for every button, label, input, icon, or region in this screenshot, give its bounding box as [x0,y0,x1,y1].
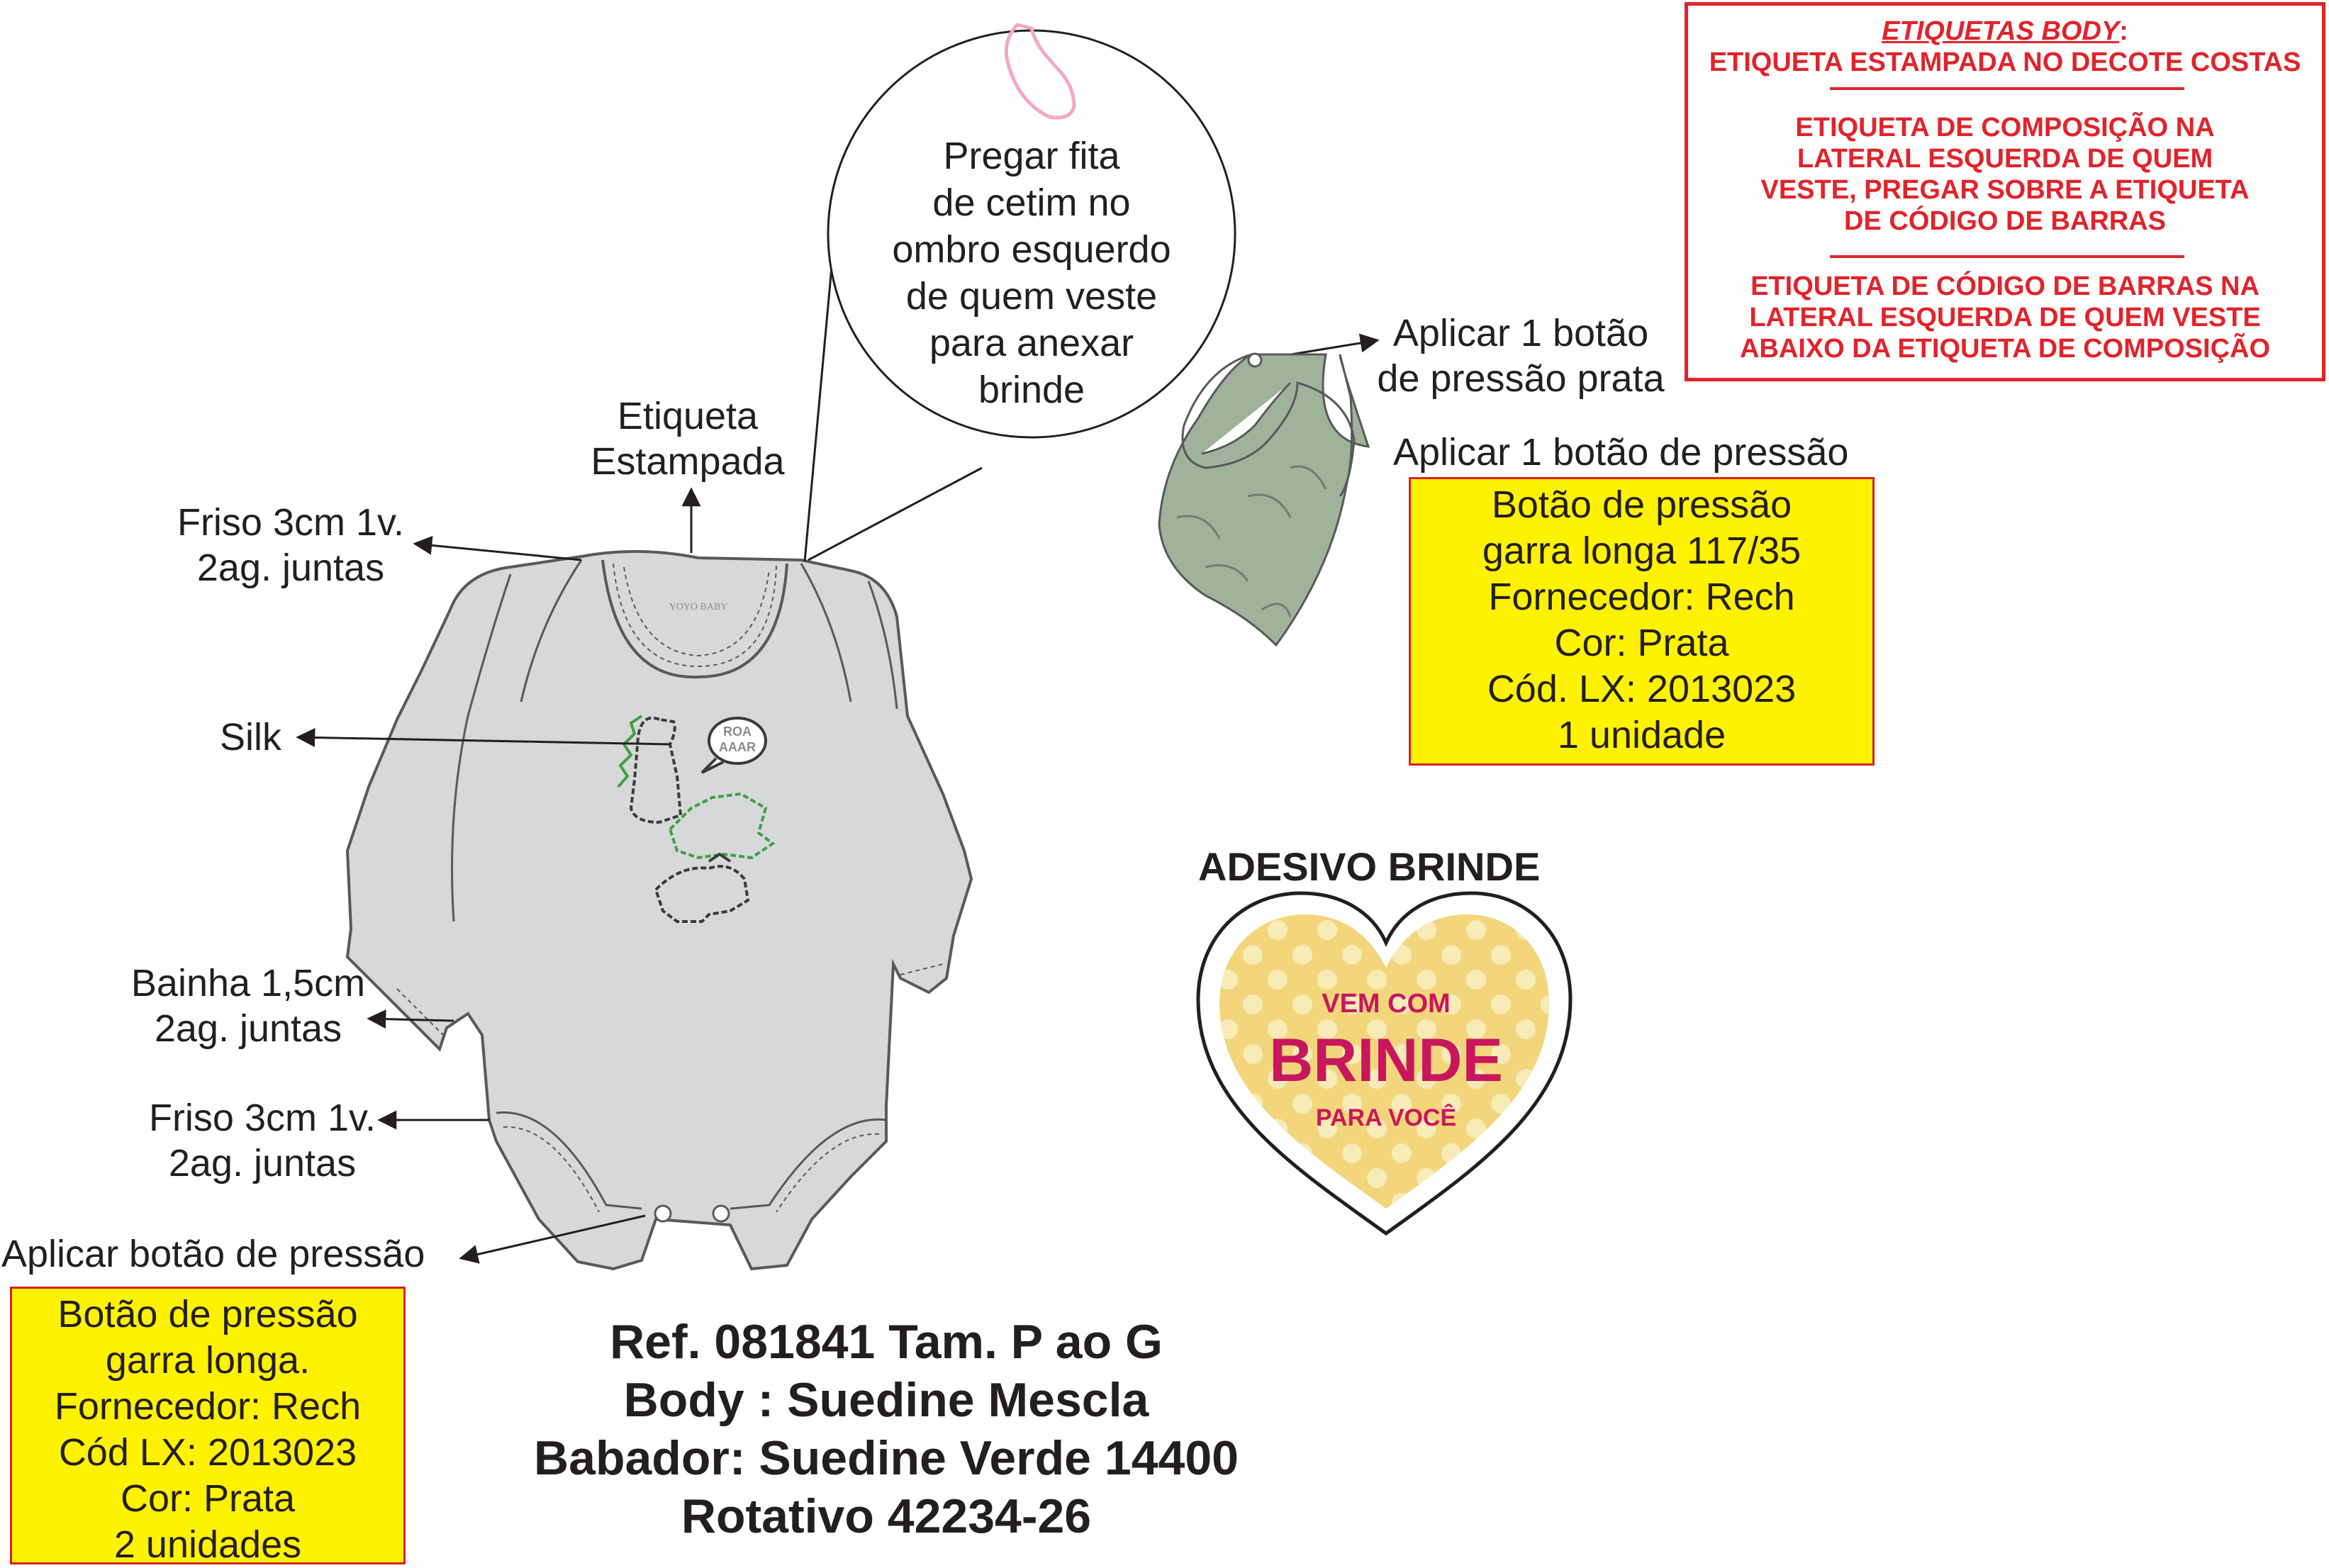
composicao-line4: DE CÓDIGO DE BARRAS [1844,206,2166,236]
etiquetas-body-title: ETIQUETAS BODY [1882,16,2120,46]
composicao-line1: ETIQUETA DE COMPOSIÇÃO NA [1795,113,2215,142]
codigo-barras-line1: ETIQUETA DE CÓDIGO DE BARRAS NA [1750,271,2260,301]
label-friso-top: Friso 3cm 1v. 2ag. juntas [177,501,405,589]
label-aplicar-botao: Aplicar botão de pressão [1,1233,425,1275]
fabric-body-line: Body : Suedine Mescla [623,1373,1149,1427]
label-aplicar-1-botao: Aplicar 1 botão de pressão [1393,431,1849,474]
label-etiqueta-estampada: Etiqueta Estampada [591,395,785,483]
codigo-barras-line3: ABAIXO DA ETIQUETA DE COMPOSIÇÃO [1739,334,2271,364]
label-friso-bottom: Friso 3cm 1v. 2ag. juntas [148,1097,376,1185]
adesivo-title: ADESIVO BRINDE [1198,844,1541,889]
separator [1830,87,2184,90]
reference-line: Ref. 081841 Tam. P ao G [610,1315,1163,1369]
yellow-box-bodysuit-snap: Botão de pressão garra longa. Fornecedor: Rech Cód LX: 2013023 Cor: Prata 2 unidades [10,1287,406,1564]
label-bib-botao: Aplicar 1 botão de pressão prata [1377,312,1665,400]
neck-tag-print: YOYO BABY [669,602,728,612]
composicao-line2: LATERAL ESQUERDA DE QUEM [1797,144,2213,174]
sticker-line1: VEM COM [1322,989,1451,1019]
separator [1830,255,2184,258]
label-bainha: Bainha 1,5cm 2ag. juntas [130,962,366,1050]
yellow-box-bib-snap: Botão de pressão garra longa 117/35 Fornecedor: Rech Cor: Prata Cód. LX: 2013023 1 unidade [1409,477,1875,766]
etiquetas-body-box: ETIQUETAS BODY: ETIQUETA ESTAMPADA NO DECOTE COSTAS ETIQUETA DE COMPOSIÇÃO NA LATERAL ESQUERDA DE QUEM VESTE, PREGAR SOBRE A ETIQUETA DE CÓDIGO DE BARRAS ETIQUETA DE CÓDIGO DE BARRAS NA LATERAL ESQUERDA DE QUEM VESTE ABAIXO DA ETIQUETA DE COMPOSIÇÃO [1685,2,2325,381]
bodysuit-drawing [347,551,971,1269]
sticker-line3: PARA VOCÊ [1315,1104,1457,1131]
label-silk: Silk [220,716,282,758]
sticker-line2: BRINDE [1269,1026,1503,1094]
speech-bubble-line2: AAAR [719,740,756,754]
fabric-bib-line: Babador: Suedine Verde 14400 Rotativo 42234-26 [534,1431,1239,1543]
speech-bubble-line1: ROA [723,724,752,739]
circle-note-text: Pregar fita de cetim no ombro esquerdo de quem veste para anexar brinde [892,135,1171,411]
reference-block [496,1313,1276,1545]
composicao-line3: VESTE, PREGAR SOBRE A ETIQUETA [1760,175,2250,205]
codigo-barras-line2: LATERAL ESQUERDA DE QUEM VESTE [1749,303,2261,332]
etiqueta-estampada-line: ETIQUETA ESTAMPADA NO DECOTE COSTAS [1709,47,2301,77]
